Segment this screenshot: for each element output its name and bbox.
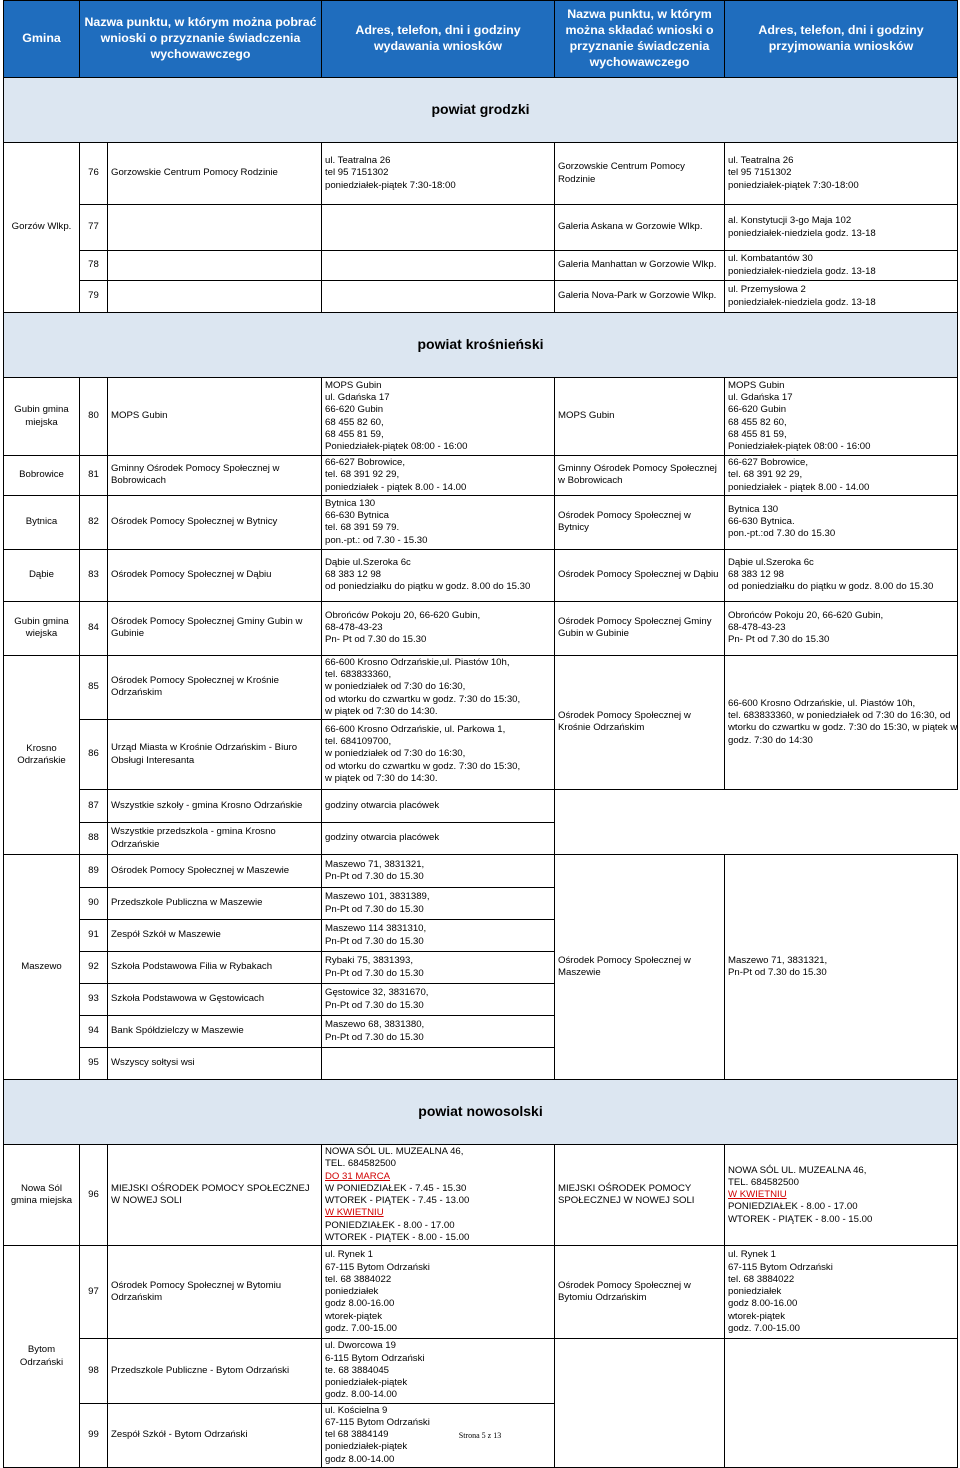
issue-address	[322, 456, 555, 496]
addr1-line: w piątek od 7:30 do 14:30.	[325, 705, 438, 717]
header-address-submit: Adres, telefon, dni i godziny przyjmowania wniosków	[725, 1, 958, 78]
table-row	[4, 1339, 958, 1403]
section-title: powiat krośnieński	[4, 313, 958, 378]
addr1-line: DO 31 MARCA	[325, 1170, 391, 1182]
issue-address	[322, 143, 555, 205]
table-row	[4, 549, 958, 601]
addr2-line: Obrońców Pokoju 20, 66-620 Gubin,	[728, 609, 884, 621]
issue-address	[322, 1016, 555, 1048]
addr2-line: poniedziałek-niedziela godz. 13-18	[728, 265, 876, 277]
addr2-line: ul. Kombatantów 30	[728, 253, 813, 265]
gmina-cell: Bobrowice	[4, 456, 80, 496]
header-gmina: Gmina	[4, 1, 80, 78]
submit-address	[725, 281, 958, 313]
addr2-line: poniedziałek	[728, 1286, 782, 1298]
addr1-line: od wtorku do czwartku w godz. 7:30 do 15:30,	[325, 760, 521, 772]
row-number: 92	[80, 952, 108, 984]
addr1-line: Pn-Pt od 7.30 do 15.30	[325, 967, 424, 979]
submit-address	[725, 855, 958, 1080]
issue-point: Ośrodek Pomocy Społecznej w Bytomiu Odrzańskim	[108, 1246, 322, 1339]
issue-address	[322, 790, 555, 823]
issue-point: Gminny Ośrodek Pomocy Społecznej w Bobrowicach	[108, 456, 322, 496]
gmina-cell: Maszewo	[4, 855, 80, 1080]
addr2-line: poniedziałek-niedziela godz. 13-18	[728, 227, 876, 239]
addr1-line: Maszewo 68, 3831380,	[325, 1019, 425, 1031]
issue-point: Przedszkole Publiczne - Bytom Odrzański	[108, 1339, 322, 1403]
addr2-line: 66-600 Krosno Odrzańskie, ul. Piastów 10h,	[728, 697, 916, 709]
addr1-line: W PONIEDZIAŁEK - 7.45 - 15.30	[325, 1182, 467, 1194]
section-row	[4, 78, 958, 143]
row-number: 80	[80, 378, 108, 456]
addr1-line: 67-115 Bytom Odrzański	[325, 1261, 430, 1273]
submit-point: Ośrodek Pomocy Społecznej w Krośnie Odrzańskim	[555, 655, 725, 789]
addr1-line: 68 455 81 59,	[325, 428, 384, 440]
addr2-line: tel. 68 391 92 29,	[728, 469, 803, 481]
addr2-line: wtorek-piątek	[728, 1310, 786, 1322]
addr1-line: poniedziałek	[325, 1286, 379, 1298]
submit-point: Gminny Ośrodek Pomocy Społecznej w Bobrowicach	[555, 456, 725, 496]
issue-point: Ośrodek Pomocy Społecznej Gminy Gubin w Gubinie	[108, 601, 322, 655]
issue-point: Szkoła Podstawowa w Gęstowicach	[108, 984, 322, 1016]
addr1-line: tel. 683833360,	[325, 669, 392, 681]
gmina-cell: Gubin gmina wiejska	[4, 601, 80, 655]
table-row	[4, 655, 958, 719]
submit-point: Galeria Nova-Park w Gorzowie Wlkp.	[555, 281, 725, 313]
addr1-line: 68-478-43-23	[325, 622, 383, 634]
addr2-line: 67-115 Bytom Odrzański	[728, 1261, 833, 1273]
addr1-line: ul. Gdańska 17	[325, 391, 390, 403]
header-row	[4, 1, 958, 78]
addr1-line: MOPS Gubin	[325, 379, 382, 391]
addr2-line: MOPS Gubin	[728, 379, 785, 391]
issue-point: Bank Spółdzielczy w Maszewie	[108, 1016, 322, 1048]
addr1-line: od wtorku do czwartku w godz. 7:30 do 15:30,	[325, 693, 521, 705]
table-row	[4, 251, 958, 281]
row-number: 83	[80, 549, 108, 601]
addr1-line: 68 383 12 98	[325, 569, 382, 581]
issue-address	[322, 823, 555, 855]
gmina-cell: Bytnica	[4, 495, 80, 549]
header-point-issue: Nazwa punktu, w którym można pobrać wnioski o przyznanie świadczenia wychowawczego	[80, 1, 322, 78]
section-title: powiat grodzki	[4, 78, 958, 143]
issue-address	[322, 1048, 555, 1080]
row-number: 93	[80, 984, 108, 1016]
addr1-line: Bytnica 130	[325, 497, 376, 509]
issue-address	[322, 952, 555, 984]
addr2-line: godz. 7.00-15.00	[728, 1322, 801, 1334]
submit-address	[725, 1339, 958, 1468]
submit-address	[725, 1145, 958, 1246]
addr1-line: pon.-pt.: od 7.30 - 15.30	[325, 534, 428, 546]
row-number: 98	[80, 1339, 108, 1403]
addr2-line: 66-630 Bytnica.	[728, 516, 795, 528]
table-row	[4, 823, 958, 855]
issue-address	[322, 251, 555, 281]
addr1-line: godziny otwarcia placówek	[325, 832, 440, 844]
addr2-line: poniedziałek - piątek 8.00 - 14.00	[728, 481, 870, 493]
issue-point: MOPS Gubin	[108, 378, 322, 456]
addr1-line: tel. 68 391 92 29,	[325, 469, 400, 481]
addr2-line: WTOREK - PIĄTEK - 8.00 - 15.00	[728, 1213, 873, 1225]
addr1-line: NOWA SÓL UL. MUZEALNA 46,	[325, 1146, 464, 1158]
addr1-line: godz 8.00-14.00	[325, 1453, 395, 1465]
table-row	[4, 281, 958, 313]
table-row	[4, 1145, 958, 1246]
addr1-line: Pn- Pt od 7.30 do 15.30	[325, 634, 427, 646]
row-number: 94	[80, 1016, 108, 1048]
issue-address	[322, 378, 555, 456]
issue-point: Wszystkie przedszkola - gmina Krosno Odrzańskie	[108, 823, 322, 855]
table-row	[4, 456, 958, 496]
row-number: 97	[80, 1246, 108, 1339]
submit-address	[725, 456, 958, 496]
issue-point: Zespół Szkół w Maszewie	[108, 920, 322, 952]
submit-point: MIEJSKI OŚRODEK POMOCY SPOŁECZNEJ W NOWEJ SOLI	[555, 1145, 725, 1246]
addr2-line: Bytnica 130	[728, 503, 779, 515]
points-table	[3, 0, 958, 1468]
submit-point: Ośrodek Pomocy Społecznej w Bytomiu Odrzańskim	[555, 1246, 725, 1339]
addr2-line: godz. 7:30 do 14:30	[728, 734, 813, 746]
row-number: 88	[80, 823, 108, 855]
addr1-line: godz 8.00-16.00	[325, 1298, 395, 1310]
issue-point: Ośrodek Pomocy Społecznej w Bytnicy	[108, 495, 322, 549]
row-number: 99	[80, 1403, 108, 1467]
issue-point: Ośrodek Pomocy Społecznej w Dąbiu	[108, 549, 322, 601]
addr1-line: poniedziałek-piątek	[325, 1377, 408, 1389]
row-number: 91	[80, 920, 108, 952]
issue-address	[322, 855, 555, 888]
issue-address	[322, 495, 555, 549]
addr1-line: Dąbie ul.Szeroka 6c	[325, 556, 411, 568]
row-number: 78	[80, 251, 108, 281]
table-row	[4, 601, 958, 655]
addr1-line: 66-600 Krosno Odrzańskie, ul. Parkowa 1,	[325, 723, 506, 735]
submit-address	[725, 549, 958, 601]
issue-address	[322, 888, 555, 920]
addr2-line: NOWA SÓL UL. MUZEALNA 46,	[728, 1164, 867, 1176]
addr2-line: Maszewo 71, 3831321,	[728, 954, 828, 966]
section-row	[4, 1080, 958, 1145]
submit-address	[725, 495, 958, 549]
addr2-line: 66-627 Bobrowice,	[728, 457, 808, 468]
addr2-line: TEL. 684582500	[728, 1176, 799, 1188]
row-number: 95	[80, 1048, 108, 1080]
submit-address	[725, 205, 958, 251]
addr1-line: W KWIETNIU	[325, 1207, 384, 1219]
issue-point: Urząd Miasta w Krośnie Odrzańskim - Biuro Obsługi Interesanta	[108, 720, 322, 790]
table-row	[4, 378, 958, 456]
addr1-line: te. 68 3884045	[325, 1364, 390, 1376]
gmina-cell: Dąbie	[4, 549, 80, 601]
addr2-line: godz 8.00-16.00	[728, 1298, 798, 1310]
row-number: 77	[80, 205, 108, 251]
issue-address	[322, 1246, 555, 1339]
addr1-line: Maszewo 71, 3831321,	[325, 858, 425, 870]
issue-point	[108, 251, 322, 281]
issue-point: Zespół Szkół - Bytom Odrzański	[108, 1403, 322, 1467]
submit-address	[725, 601, 958, 655]
submit-point: Ośrodek Pomocy Społecznej w Bytnicy	[555, 495, 725, 549]
addr1-line: ul. Dworcowa 19	[325, 1340, 396, 1352]
addr1-line: Pn-Pt od 7.30 do 15.30	[325, 903, 424, 915]
section-row	[4, 313, 958, 378]
addr2-line: 68 455 82 60,	[728, 416, 787, 428]
addr1-line: WTOREK - PIĄTEK - 7.45 - 13.00	[325, 1195, 470, 1207]
page-number: Strona 5 z 13	[458, 1431, 502, 1440]
issue-point: Wszyscy sołtysi wsi	[108, 1048, 322, 1080]
addr2-line: ul. Teatralna 26	[728, 155, 794, 167]
issue-point	[108, 281, 322, 313]
addr1-line: Obrońców Pokoju 20, 66-620 Gubin,	[325, 609, 481, 621]
gmina-cell: Gubin gmina miejska	[4, 378, 80, 456]
addr1-line: Pn-Pt od 7.30 do 15.30	[325, 871, 424, 883]
row-number: 81	[80, 456, 108, 496]
submit-point	[555, 1339, 725, 1468]
submit-point: Gorzowskie Centrum Pomocy Rodzinie	[555, 143, 725, 205]
addr1-line: Maszewo 101, 3831389,	[325, 891, 430, 903]
table-row	[4, 205, 958, 251]
gmina-cell: Bytom Odrzański	[4, 1246, 80, 1468]
addr2-line: ul. Gdańska 17	[728, 391, 793, 403]
issue-point: Ośrodek Pomocy Społecznej w Maszewie	[108, 855, 322, 888]
issue-address	[322, 984, 555, 1016]
gmina-cell: Krosno Odrzańskie	[4, 655, 80, 854]
addr1-line: tel. 684109700,	[325, 736, 392, 748]
addr1-line: ul. Teatralna 26	[325, 155, 391, 167]
addr1-line: tel 95 7151302	[325, 167, 389, 179]
issue-address	[322, 281, 555, 313]
addr1-line: Pn-Pt od 7.30 do 15.30	[325, 999, 424, 1011]
table-body	[4, 78, 958, 1468]
issue-address	[322, 1145, 555, 1246]
addr1-line: Pn-Pt od 7.30 do 15.30	[325, 1031, 424, 1043]
row-number: 84	[80, 601, 108, 655]
addr1-line: 67-115 Bytom Odrzański	[325, 1416, 430, 1428]
addr1-line: TEL. 684582500	[325, 1158, 396, 1170]
addr2-line: 68 455 81 59,	[728, 428, 787, 440]
submit-point: Galeria Askana w Gorzowie Wlkp.	[555, 205, 725, 251]
submit-point: MOPS Gubin	[555, 378, 725, 456]
header-address-issue: Adres, telefon, dni i godziny wydawania wniosków	[322, 1, 555, 78]
table-row	[4, 1246, 958, 1339]
addr2-line: pon.-pt.:od 7.30 do 15.30	[728, 528, 836, 540]
issue-address	[322, 720, 555, 790]
table-row	[4, 790, 958, 823]
addr2-line: poniedziałek-niedziela godz. 13-18	[728, 296, 876, 308]
addr2-line: 68-478-43-23	[728, 622, 786, 634]
addr2-line: Dąbie ul.Szeroka 6c	[728, 556, 814, 568]
submit-address	[725, 378, 958, 456]
table-row	[4, 143, 958, 205]
submit-address	[725, 655, 958, 789]
gmina-cell: Gorzów Wlkp.	[4, 143, 80, 313]
submit-address	[725, 143, 958, 205]
addr1-line: 66-627 Bobrowice,	[325, 457, 405, 468]
row-number: 86	[80, 720, 108, 790]
addr2-line: tel. 68 3884022	[728, 1273, 795, 1285]
addr1-line: poniedziałek-piątek	[325, 1441, 408, 1453]
addr1-line: wtorek-piątek	[325, 1310, 383, 1322]
issue-point: MIEJSKI OŚRODEK POMOCY SPOŁECZNEJ W NOWEJ SOLI	[108, 1145, 322, 1246]
addr1-line: Maszewo 114 3831310,	[325, 923, 427, 935]
submit-point: Ośrodek Pomocy Społecznej Gminy Gubin w Gubinie	[555, 601, 725, 655]
addr2-line: 66-620 Gubin	[728, 404, 787, 416]
addr1-line: Gęstowice 32, 3831670,	[325, 987, 429, 999]
addr2-line: ul. Przemysłowa 2	[728, 284, 806, 296]
addr2-line: od poniedziałku do piątku w godz. 8.00 do 15.30	[728, 581, 934, 593]
addr1-line: tel 68 3884149	[325, 1429, 389, 1441]
addr1-line: w piątek od 7:30 do 14:30.	[325, 773, 438, 785]
section-title: powiat nowosolski	[4, 1080, 958, 1145]
addr2-line: poniedziałek-piątek 7:30-18:00	[728, 179, 859, 191]
addr1-line: godz. 7.00-15.00	[325, 1322, 398, 1334]
row-number: 82	[80, 495, 108, 549]
submit-address	[725, 1246, 958, 1339]
issue-point: Gorzowskie Centrum Pomocy Rodzinie	[108, 143, 322, 205]
issue-address	[322, 920, 555, 952]
issue-address	[322, 549, 555, 601]
addr1-line: WTOREK - PIĄTEK - 8.00 - 15.00	[325, 1231, 470, 1243]
addr1-line: 66-630 Bytnica	[325, 510, 389, 522]
addr1-line: godziny otwarcia placówek	[325, 799, 440, 811]
addr1-line: 66-620 Gubin	[325, 404, 384, 416]
addr1-line: w poniedziałek od 7:30 do 16:30,	[325, 748, 466, 760]
issue-address	[322, 205, 555, 251]
issue-point	[108, 205, 322, 251]
issue-point: Szkoła Podstawowa Filia w Rybakach	[108, 952, 322, 984]
submit-address	[725, 251, 958, 281]
issue-address	[322, 655, 555, 719]
table-row	[4, 855, 958, 888]
addr2-line: W KWIETNIU	[728, 1189, 787, 1201]
row-number: 89	[80, 855, 108, 888]
submit-point: Ośrodek Pomocy Społecznej w Maszewie	[555, 855, 725, 1080]
addr1-line: ul. Kościelna 9	[325, 1404, 388, 1416]
table-row	[4, 495, 958, 549]
addr1-line: w poniedziałek od 7:30 do 16:30,	[325, 681, 466, 693]
row-number: 90	[80, 888, 108, 920]
addr1-line: Pn-Pt od 7.30 do 15.30	[325, 935, 424, 947]
addr2-line: al. Konstytucji 3-go Maja 102	[728, 215, 852, 227]
addr2-line: 68 383 12 98	[728, 569, 785, 581]
addr2-line: ul. Rynek 1	[728, 1249, 776, 1261]
issue-point: Ośrodek Pomocy Społecznej w Krośnie Odrzańskim	[108, 655, 322, 719]
addr2-line: Poniedziałek-piątek 08:00 - 16:00	[728, 441, 871, 453]
addr1-line: tel. 68 3884022	[325, 1273, 392, 1285]
row-number: 87	[80, 790, 108, 823]
addr2-line: PONIEDZIAŁEK - 8.00 - 17.00	[728, 1201, 858, 1213]
addr2-line: tel 95 7151302	[728, 167, 792, 179]
addr1-line: Rybaki 75, 3831393,	[325, 955, 414, 967]
addr2-line: tel. 683833360, w poniedziałek od 7:30 do 16:30, od	[728, 710, 951, 722]
addr1-line: Poniedziałek-piątek 08:00 - 16:00	[325, 441, 468, 453]
addr2-line: Pn-Pt od 7.30 do 15.30	[728, 967, 827, 979]
addr1-line: poniedziałek-piątek 7:30-18:00	[325, 179, 456, 191]
addr1-line: poniedziałek - piątek 8.00 - 14.00	[325, 481, 467, 493]
submit-point: Ośrodek Pomocy Społecznej w Dąbiu	[555, 549, 725, 601]
issue-address	[322, 1339, 555, 1403]
addr1-line: 68 455 82 60,	[325, 416, 384, 428]
addr1-line: 66-600 Krosno Odrzańskie,ul. Piastów 10h,	[325, 656, 510, 668]
addr2-line: Pn- Pt od 7.30 do 15.30	[728, 634, 830, 646]
row-number: 85	[80, 655, 108, 719]
row-number: 96	[80, 1145, 108, 1246]
addr2-line: wtorku do czwartku w godz. 7:30 do 15:30, w piątek w	[728, 722, 958, 734]
addr1-line: 6-115 Bytom Odrzański	[325, 1352, 425, 1364]
gmina-cell: Nowa Sól gmina miejska	[4, 1145, 80, 1246]
row-number: 79	[80, 281, 108, 313]
addr1-line: od poniedziałku do piątku w godz. 8.00 do 15.30	[325, 581, 531, 593]
addr1-line: ul. Rynek 1	[325, 1249, 373, 1261]
addr1-line: godz. 8.00-14.00	[325, 1389, 398, 1401]
row-number: 76	[80, 143, 108, 205]
issue-point: Wszystkie szkoły - gmina Krosno Odrzańskie	[108, 790, 322, 823]
addr1-line: tel. 68 391 59 79.	[325, 522, 400, 534]
header-point-submit: Nazwa punktu, w którym można składać wnioski o przyznanie świadczenia wychowawczego	[555, 1, 725, 78]
addr1-line: PONIEDZIAŁEK - 8.00 - 17.00	[325, 1219, 455, 1231]
submit-point: Galeria Manhattan w Gorzowie Wlkp.	[555, 251, 725, 281]
issue-point: Przedszkole Publiczna w Maszewie	[108, 888, 322, 920]
issue-address	[322, 601, 555, 655]
